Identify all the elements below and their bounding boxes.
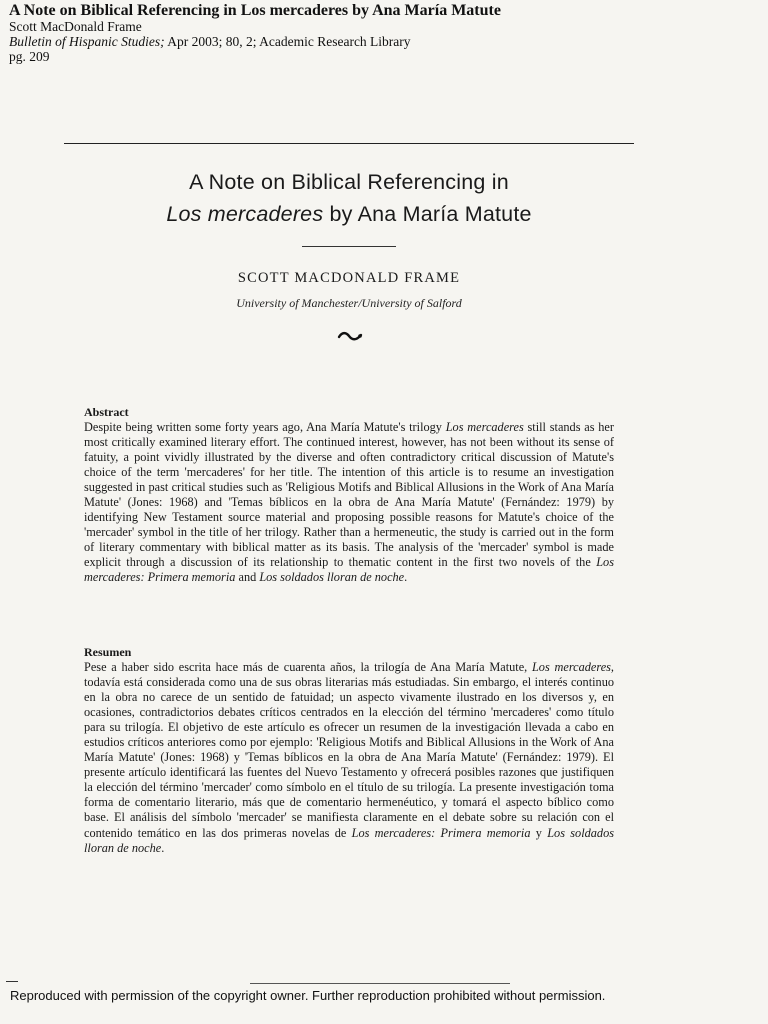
- copyright-notice: Reproduced with permission of the copyright owner. Further reproduction prohibited without permission.: [10, 988, 606, 1003]
- abstract-heading: Abstract: [84, 405, 129, 419]
- ornament-swash-icon: [337, 330, 363, 344]
- article-title-italic: Los mercaderes: [166, 202, 324, 226]
- resumen-italic-2: Los mercaderes: Primera memoria: [351, 825, 531, 840]
- abstract-body: [84, 420, 614, 586]
- resumen-italic-1: Los mercaderes,: [531, 660, 615, 674]
- citation-title: A Note on Biblical Referencing in Los mercaderes by Ana María Matute: [9, 2, 501, 19]
- abstract-italic-3: Los soldados lloran de noche: [259, 570, 405, 585]
- citation-source: [9, 34, 749, 49]
- article-title-rest: by Ana María Matute: [323, 202, 532, 226]
- resumen-text-4: .: [161, 840, 165, 855]
- resumen-text-2: todavía está considerada como una de sus obras literarias más estudiadas. Sin embargo, el interés continuo en la obra no carece de un sentido de fatuidad; un aspecto vivamente ilustrado en los diversos y, en ocasiones, contradictorios debates críticos centrados en la elección del término 'mercaderes' como título para su trilogía. El objetivo de este artículo es ofrecer un resumen de la investigación llevada a cabo en estudios críticos anteriores como por ejemplo: 'Religious Motifs and Biblical Allusions in the Work of Ana María Matute' (Jones: 1968) y 'Temas bíblicos en la obra de Ana María Matute' (Fernández: 1979). El presente artículo identificará las fuentes del Nuevo Testamento y ofrecerá posibles razones que justifiquen la elección del término 'mercader' como símbolo en el título de su trilogía. La presente investigación toma forma de comentario literario, más que de comentario hermenéutico, y tomará el aspecto bíblico como base. El análisis del símbolo 'mercader' se manifiesta claramente en el debate sobre su relación con el contenido temático en las dos primeras novelas de: [84, 675, 614, 840]
- abstract-text-1: Despite being written some forty years ago, Ana María Matute's trilogy: [84, 420, 446, 434]
- citation-author: Scott MacDonald Frame: [9, 19, 142, 34]
- article-title-line-1: A Note on Biblical Referencing in: [189, 170, 509, 194]
- abstract-text-4: .: [404, 570, 408, 585]
- abstract-italic-1: Los mercaderes: [445, 420, 524, 434]
- resumen-text-3: y: [530, 825, 548, 840]
- article-affiliation: University of Manchester/University of Salford: [236, 296, 462, 310]
- resumen-body: [84, 660, 614, 856]
- resumen-heading: Resumen: [84, 645, 132, 659]
- title-divider: [302, 246, 396, 247]
- top-divider: [64, 143, 634, 144]
- citation-page: pg. 209: [9, 49, 50, 64]
- footer-rule-left: [6, 981, 18, 982]
- citation-journal: Bulletin of Hispanic Studies;: [9, 34, 165, 49]
- article-title-line-2: [64, 202, 634, 227]
- abstract-text-3: and: [235, 570, 260, 585]
- resumen-italic-3: Los soldados lloran de noche: [84, 825, 615, 855]
- article-author: SCOTT MACDONALD FRAME: [237, 270, 461, 286]
- footer-rule-center: [250, 983, 510, 984]
- citation-header: [9, 2, 749, 64]
- citation-journal-details: Apr 2003; 80, 2; Academic Research Library: [164, 34, 411, 49]
- abstract-italic-2: Los mercaderes: Primera memoria: [84, 555, 614, 585]
- resumen-text-1: Pese a haber sido escrita hace más de cuarenta años, la trilogía de Ana María Matute,: [84, 660, 532, 674]
- abstract-text-2: still stands as her most critically examined literary effort. The continued interest, however, has not been without its sense of fatuity, a point vividly illustrated by the diverse and often contradictory critical discussion of Matute's choice of the term 'mercaderes' for her title. The intention of this article is to resume an investigation suggested in past critical studies such as 'Religious Motifs and Biblical Allusions in the Work of Ana María Matute' (Jones: 1968) and 'Temas bíblicos en la obra de Ana María Matute' (Fernández: 1979) by identifying New Testament source material and proposing possible reasons for Matute's choice of the 'mercader' symbol in the title of her trilogy. Rather than a hermeneutic, the study is carried out in the form of literary commentary with biblical matter as its basis. The analysis of the 'mercader' symbol is made explicit through a discussion of its relationship to thematic content in the first two novels of the: [84, 420, 614, 570]
